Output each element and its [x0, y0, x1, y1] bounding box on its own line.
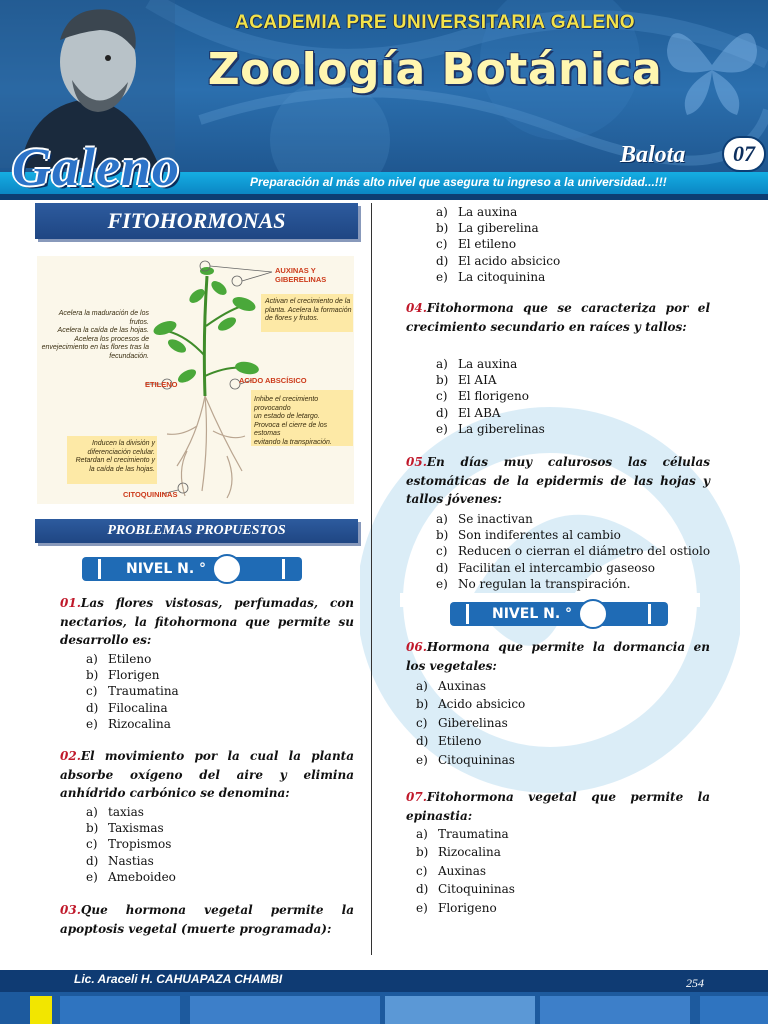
options-07: [416, 825, 515, 917]
label-citoquininas: CITOQUININAS: [123, 490, 178, 499]
slogan: Preparación al más alto nivel que asegura tu ingreso a la universidad...!!!: [250, 175, 667, 189]
subject-title: Zoología Botánica: [207, 44, 663, 95]
text-citoquininas: Inducen la división y diferenciación celular. Retardan el crecimiento y la caída de las hojas.: [75, 440, 155, 473]
options-03: [436, 204, 560, 285]
option: a) La auxina: [436, 357, 518, 371]
option: c) El etileno: [436, 237, 517, 252]
option: a) Auxinas: [416, 679, 487, 693]
option: d) El acido absicico: [436, 253, 561, 268]
option: d) El ABA: [436, 405, 501, 420]
option: d) Filocalina: [86, 700, 168, 715]
option: e) La giberelinas: [436, 421, 545, 436]
question-02: [60, 747, 354, 803]
option: e) Citoquininas: [416, 752, 515, 767]
option: b) Acido absicico: [416, 697, 526, 712]
question-01: [60, 594, 354, 650]
options-01: [86, 651, 179, 732]
question-number: 03.: [60, 903, 81, 917]
nivel-number-circle: [212, 554, 242, 584]
option: e) No regulan la transpiración.: [436, 576, 631, 591]
options-04: [436, 356, 545, 437]
option: b) Taxismas: [86, 821, 164, 836]
author-name: Lic. Araceli H. CAHUAPAZA CHAMBI: [74, 972, 283, 986]
section-title: FITOHORMONAS: [107, 208, 286, 233]
page-footer: [0, 970, 768, 992]
label-acido-abscisico: ACIDO ABSCÍSICO: [239, 376, 307, 385]
option: b) Florigen: [86, 668, 160, 683]
option: a) La auxina: [436, 205, 518, 219]
question-number: 01.: [60, 596, 81, 610]
label-auxinas: AUXINAS Y: [275, 266, 316, 275]
nivel-banner-1: [82, 557, 302, 581]
label-etileno: ETILENO: [145, 380, 178, 389]
option: d) Facilitan el intercambio gaseoso: [436, 560, 655, 575]
galeno-logo: Galeno: [12, 137, 180, 197]
options-06: [416, 677, 525, 769]
option: c) Giberelinas: [416, 715, 508, 730]
option: a) Etileno: [86, 652, 152, 666]
option: e) Rizocalina: [86, 716, 171, 731]
option: c) Auxinas: [416, 863, 487, 878]
question-text: Fitohormona vegetal que permite la epinastia:: [406, 790, 710, 823]
question-05: [406, 453, 710, 509]
nivel-number-circle: [578, 599, 608, 629]
options-02: [86, 804, 176, 885]
question-number: 02.: [60, 749, 81, 763]
question-text: Fitohormona que se caracteriza por el crecimiento secundario en raíces y tallos:: [406, 301, 710, 334]
option: c) Tropismos: [86, 837, 172, 852]
question-text: Las flores vistosas, perfumadas, con nectarios, la fitohormona que permite su desarrollo es:: [60, 596, 354, 647]
section-title-box: [35, 203, 358, 239]
question-text: Que hormona vegetal permite la apoptosis vegetal (muerte programada):: [60, 903, 354, 936]
question-number: 07.: [406, 790, 427, 804]
option: d) Nastias: [86, 853, 154, 868]
question-text: En días muy calurosos las células estomáticas de la epidermis de las hojas y tallos jóvenes:: [406, 455, 710, 506]
question-number: 05.: [406, 455, 427, 469]
question-text: El movimiento por la cual la planta absorbe oxígeno del aire y elimina anhídrido carbónico se denomina:: [60, 749, 354, 800]
option: c) El florigeno: [436, 389, 529, 404]
option: b) Rizocalina: [416, 845, 501, 860]
problems-title-box: [35, 519, 358, 543]
option: c) Reducen o cierran el diámetro del ostiolo: [436, 544, 711, 559]
phytohormone-figure: [37, 256, 354, 504]
text-abscisico: Inhibe el crecimiento provocando un estado de letargo. Provoca el cierre de los estomas evitando la transpiración.: [254, 396, 332, 446]
option: e) La citoquinina: [436, 269, 546, 284]
column-divider: [371, 203, 372, 955]
footer-strip: [0, 992, 768, 1024]
option: a) taxias: [86, 805, 144, 819]
question-07: [406, 788, 710, 825]
option: b) Son indiferentes al cambio: [436, 528, 621, 543]
question-03: [60, 901, 354, 938]
question-06: [406, 638, 710, 675]
page-header: [0, 0, 768, 200]
question-text: Hormona que permite la dormancia en los vegetales:: [406, 640, 710, 673]
question-number: 04.: [406, 301, 427, 315]
option: a) Traumatina: [416, 827, 509, 841]
option: e) Florigeno: [416, 900, 497, 915]
option: e) Ameboideo: [86, 869, 176, 884]
text-auxinas: Activan el crecimiento de la planta. Acelera la formación de flores y frutos.: [265, 298, 352, 322]
option: a) Se inactivan: [436, 512, 533, 526]
option: b) El AIA: [436, 373, 497, 388]
label-giberelinas: GIBERELINAS: [275, 275, 327, 284]
options-05: [436, 511, 710, 592]
option: c) Traumatina: [86, 684, 179, 699]
option: d) Etileno: [416, 734, 482, 749]
option: b) La giberelina: [436, 221, 539, 236]
question-number: 06.: [406, 640, 427, 654]
balota-label: Balota: [620, 142, 686, 168]
problems-title: PROBLEMAS PROPUESTOS: [107, 523, 286, 538]
academy-name: ACADEMIA PRE UNIVERSITARIA GALENO: [234, 12, 636, 33]
text-etileno: Acelera la maduración de los frutos. Acelera la caída de las hojas. Acelera los procesos de envejecimiento en las flores tras la fecundación.: [41, 310, 149, 360]
nivel-label: NIVEL N. °: [492, 606, 573, 622]
balota-number: 07: [722, 136, 766, 172]
nivel-banner-2: [450, 602, 668, 626]
nivel-label: NIVEL N. °: [126, 561, 207, 577]
question-04: [406, 299, 710, 336]
option: d) Citoquininas: [416, 882, 515, 897]
page-number: 254: [686, 976, 704, 990]
